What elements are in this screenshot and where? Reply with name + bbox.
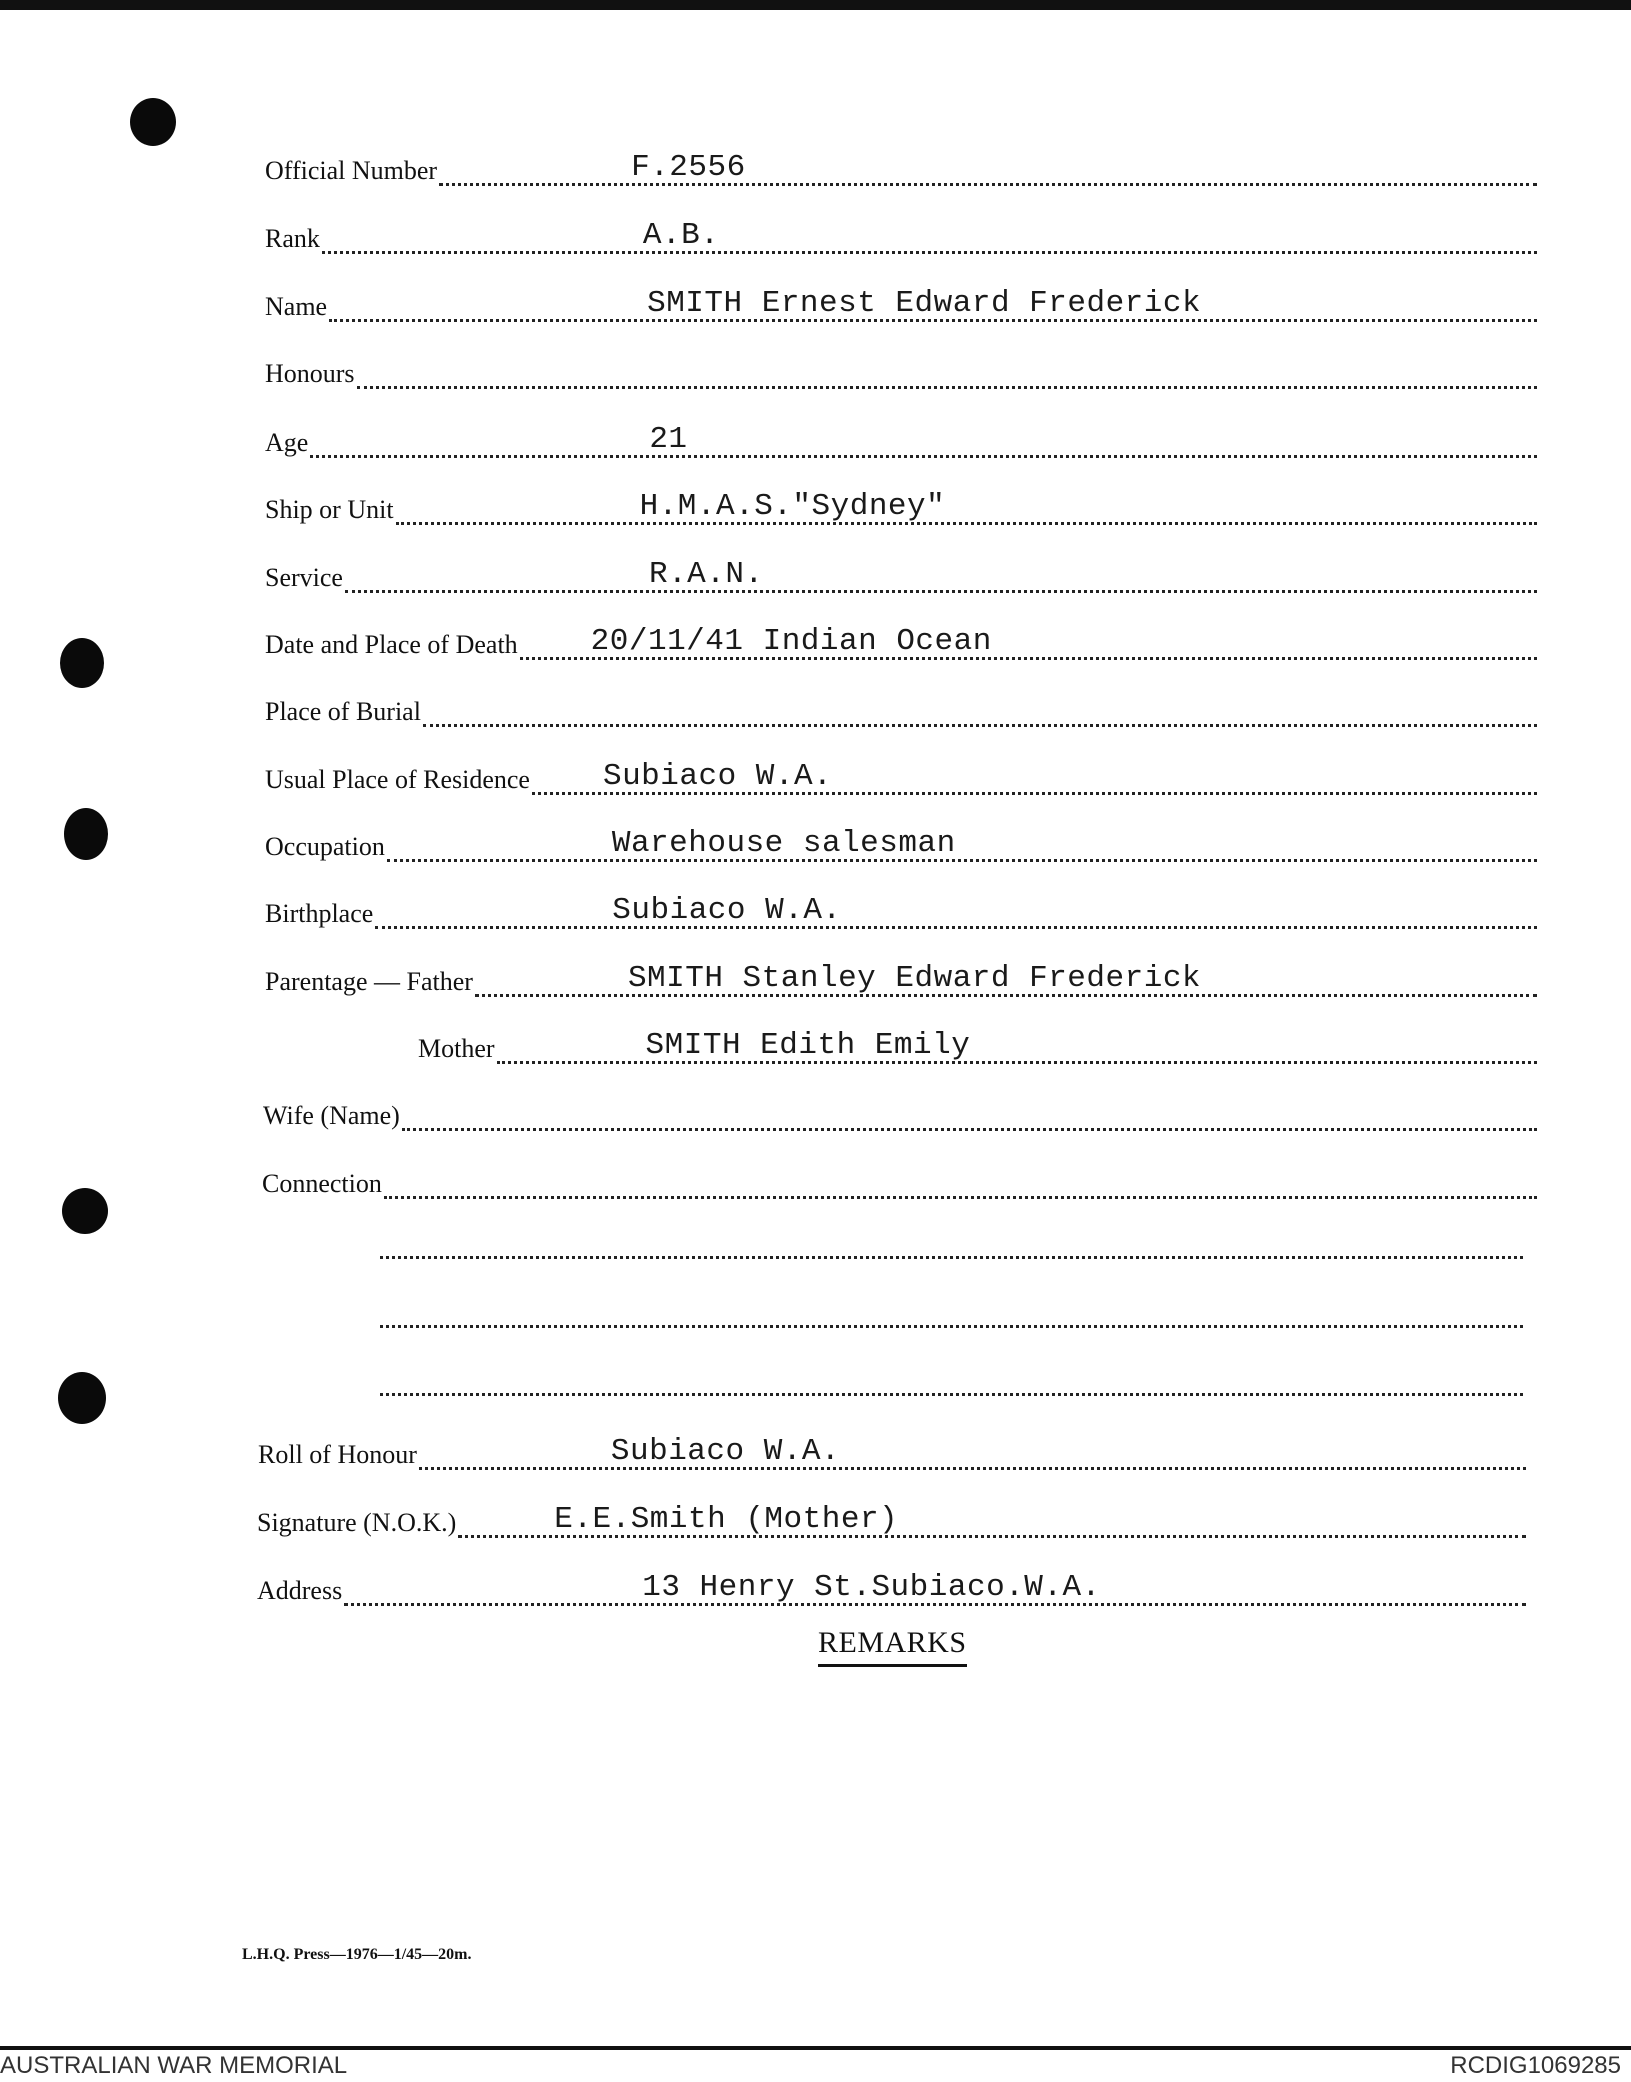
name-leader: [329, 283, 1537, 322]
honours-label: Honours: [265, 359, 355, 388]
connection-blank-line: [380, 1393, 1523, 1396]
father-value: SMITH Stanley Edward Frederick: [627, 961, 1202, 996]
rank-label: Rank: [265, 224, 320, 253]
birthplace-row: [265, 889, 1537, 929]
service-row: [265, 553, 1537, 593]
occupation-leader: [387, 823, 1537, 862]
occupation-value: Warehouse salesman: [611, 826, 956, 861]
rank-row: [265, 214, 1537, 254]
punch-hole: [58, 1372, 106, 1424]
address-row: [257, 1566, 1526, 1606]
date-place-death-row: [265, 620, 1537, 660]
ship-or-unit-value: H.M.A.S."Sydney": [639, 489, 946, 524]
connection-label: Connection: [262, 1169, 382, 1198]
wife-leader: [402, 1092, 1537, 1131]
place-of-burial-leader: [423, 688, 1537, 727]
date-place-death-label: Date and Place of Death: [265, 630, 518, 659]
age-label: Age: [265, 428, 309, 457]
service-label: Service: [265, 563, 343, 592]
punch-hole: [64, 808, 108, 860]
rank-leader: [322, 215, 1537, 254]
birthplace-label: Birthplace: [265, 899, 374, 928]
birthplace-leader: [375, 890, 1537, 929]
punch-hole: [62, 1188, 108, 1234]
official-number-row: [265, 146, 1537, 186]
connection-row: [262, 1159, 1537, 1199]
place-of-burial-label: Place of Burial: [265, 697, 421, 726]
wife-row: [263, 1091, 1537, 1131]
footer-archive-name: AUSTRALIAN WAR MEMORIAL: [0, 2052, 348, 2079]
service-leader: [345, 554, 1537, 593]
footer-rule: [0, 2046, 1631, 2050]
connection-blank-line: [380, 1256, 1523, 1259]
father-leader: [475, 958, 1537, 997]
ship-or-unit-leader: [396, 486, 1537, 525]
mother-value: SMITH Edith Emily: [645, 1028, 971, 1063]
address-value: 13 Henry St.Subiaco.W.A.: [642, 1570, 1101, 1605]
name-label: Name: [265, 292, 328, 321]
connection-blank-line: [380, 1325, 1523, 1328]
place-of-burial-row: [265, 687, 1537, 727]
father-row: [265, 957, 1537, 997]
birthplace-value: Subiaco W.A.: [612, 893, 842, 928]
date-place-death-leader: [520, 621, 1537, 660]
usual-residence-label: Usual Place of Residence: [265, 765, 530, 794]
date-place-death-value: 20/11/41 Indian Ocean: [590, 624, 992, 659]
name-value: SMITH Ernest Edward Frederick: [647, 286, 1202, 321]
usual-residence-value: Subiaco W.A.: [602, 759, 833, 794]
age-value: 21: [649, 422, 688, 457]
roll-of-honour-label: Roll of Honour: [258, 1440, 417, 1469]
service-value: R.A.N.: [648, 557, 764, 592]
usual-residence-leader: [532, 756, 1537, 795]
punch-hole: [130, 98, 176, 146]
roll-of-honour-row: [258, 1430, 1526, 1470]
official-number-leader: [439, 147, 1537, 186]
usual-residence-row: [265, 755, 1537, 795]
remarks-heading: REMARKS: [818, 1626, 967, 1667]
official-number-label: Official Number: [265, 156, 438, 185]
honours-row: [265, 349, 1537, 389]
occupation-label: Occupation: [265, 832, 385, 861]
ship-or-unit-row: [265, 485, 1537, 525]
signature-value: E.E.Smith (Mother): [554, 1502, 899, 1537]
wife-label: Wife (Name): [263, 1101, 400, 1130]
mother-row: [418, 1024, 1537, 1064]
roll-of-honour-value: Subiaco W.A.: [610, 1434, 841, 1469]
age-leader: [310, 419, 1537, 458]
ship-or-unit-label: Ship or Unit: [265, 495, 394, 524]
age-row: [265, 418, 1537, 458]
footer-record-id: RCDIG1069285: [1450, 2052, 1621, 2079]
address-label: Address: [257, 1576, 343, 1605]
connection-leader: [384, 1160, 1537, 1199]
roll-of-honour-leader: [419, 1431, 1526, 1470]
signature-leader: [458, 1499, 1526, 1538]
rank-value: A.B.: [642, 218, 720, 253]
father-label: Parentage — Father: [265, 967, 473, 996]
address-leader: [344, 1567, 1526, 1606]
occupation-row: [265, 822, 1537, 862]
mother-leader: [497, 1025, 1537, 1064]
printer-note: L.H.Q. Press—1976—1/45—20m.: [242, 1946, 472, 1963]
official-number-value: F.2556: [631, 150, 746, 185]
honours-leader: [357, 350, 1537, 389]
scan-top-edge: [0, 0, 1631, 10]
punch-hole: [60, 638, 104, 688]
mother-label: Mother: [418, 1034, 495, 1063]
name-row: [265, 282, 1537, 322]
signature-label: Signature (N.O.K.): [257, 1508, 457, 1537]
signature-row: [257, 1498, 1526, 1538]
